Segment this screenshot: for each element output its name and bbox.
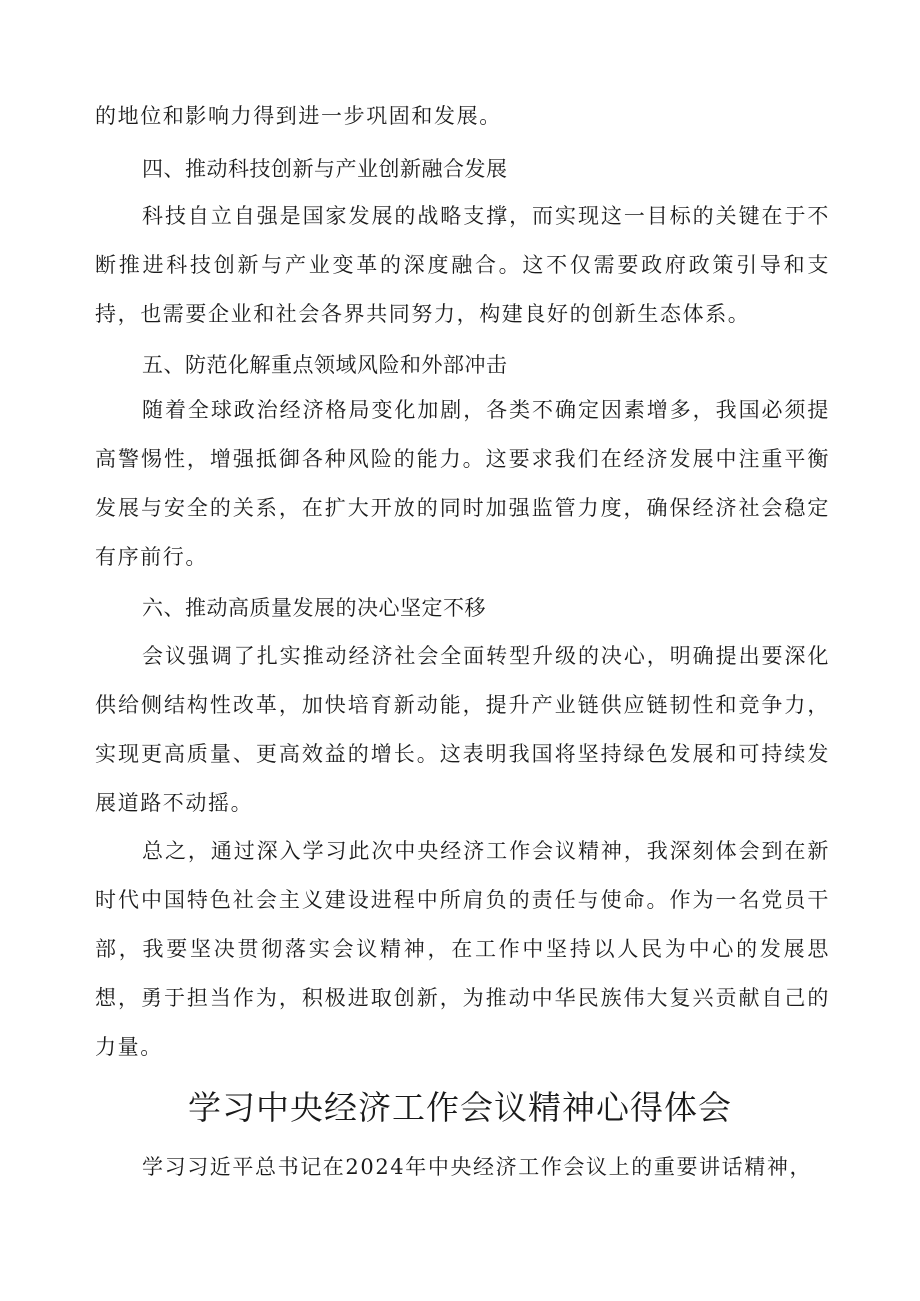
document-title: 学习中央经济工作会议精神心得体会 bbox=[188, 1088, 732, 1127]
section-heading-6: 六、推动高质量发展的决心坚定不移 bbox=[142, 596, 486, 620]
paragraph-intro: 学习习近平总书记在2024年中央经济工作会议上的重要讲话精神， bbox=[142, 1155, 813, 1179]
section-heading-5: 五、防范化解重点领域风险和外部冲击 bbox=[142, 353, 508, 377]
paragraph-section-6: 会议强调了扎实推动经济社会全面转型升级的决心，明确提出要深化供给侧结构性改革，加快培育新动能，提升产业链供应链韧性和竞争力，实现更高质量、更高效益的增长。这表明我国将坚持绿色发展和可持续发展道路不动摇。 bbox=[95, 644, 830, 815]
paragraph-conclusion: 总之，通过深入学习此次中央经济工作会议精神，我深刻体会到在新时代中国特色社会主义建设进程中所肩负的责任与使命。作为一名党员干部，我要坚决贯彻落实会议精神，在工作中坚持以人民为中心的发展思想，勇于担当作为，积极进取创新，为推动中华民族伟大复兴贡献自己的力量。 bbox=[95, 839, 830, 1059]
paragraph-section-4: 科技自立自强是国家发展的战略支撑，而实现这一目标的关键在于不断推进科技创新与产业变革的深度融合。这不仅需要政府政策引导和支持，也需要企业和社会各界共同努力，构建良好的创新生态体系。 bbox=[95, 204, 830, 326]
paragraph-continuation: 的地位和影响力得到进一步巩固和发展。 bbox=[95, 104, 502, 128]
section-heading-4: 四、推动科技创新与产业创新融合发展 bbox=[142, 157, 508, 181]
paragraph-section-5: 随着全球政治经济格局变化加剧，各类不确定因素增多，我国必须提高警惕性，增强抵御各种风险的能力。这要求我们在经济发展中注重平衡发展与安全的关系，在扩大开放的同时加强监管力度，确保经济社会稳定有序前行。 bbox=[95, 398, 830, 569]
